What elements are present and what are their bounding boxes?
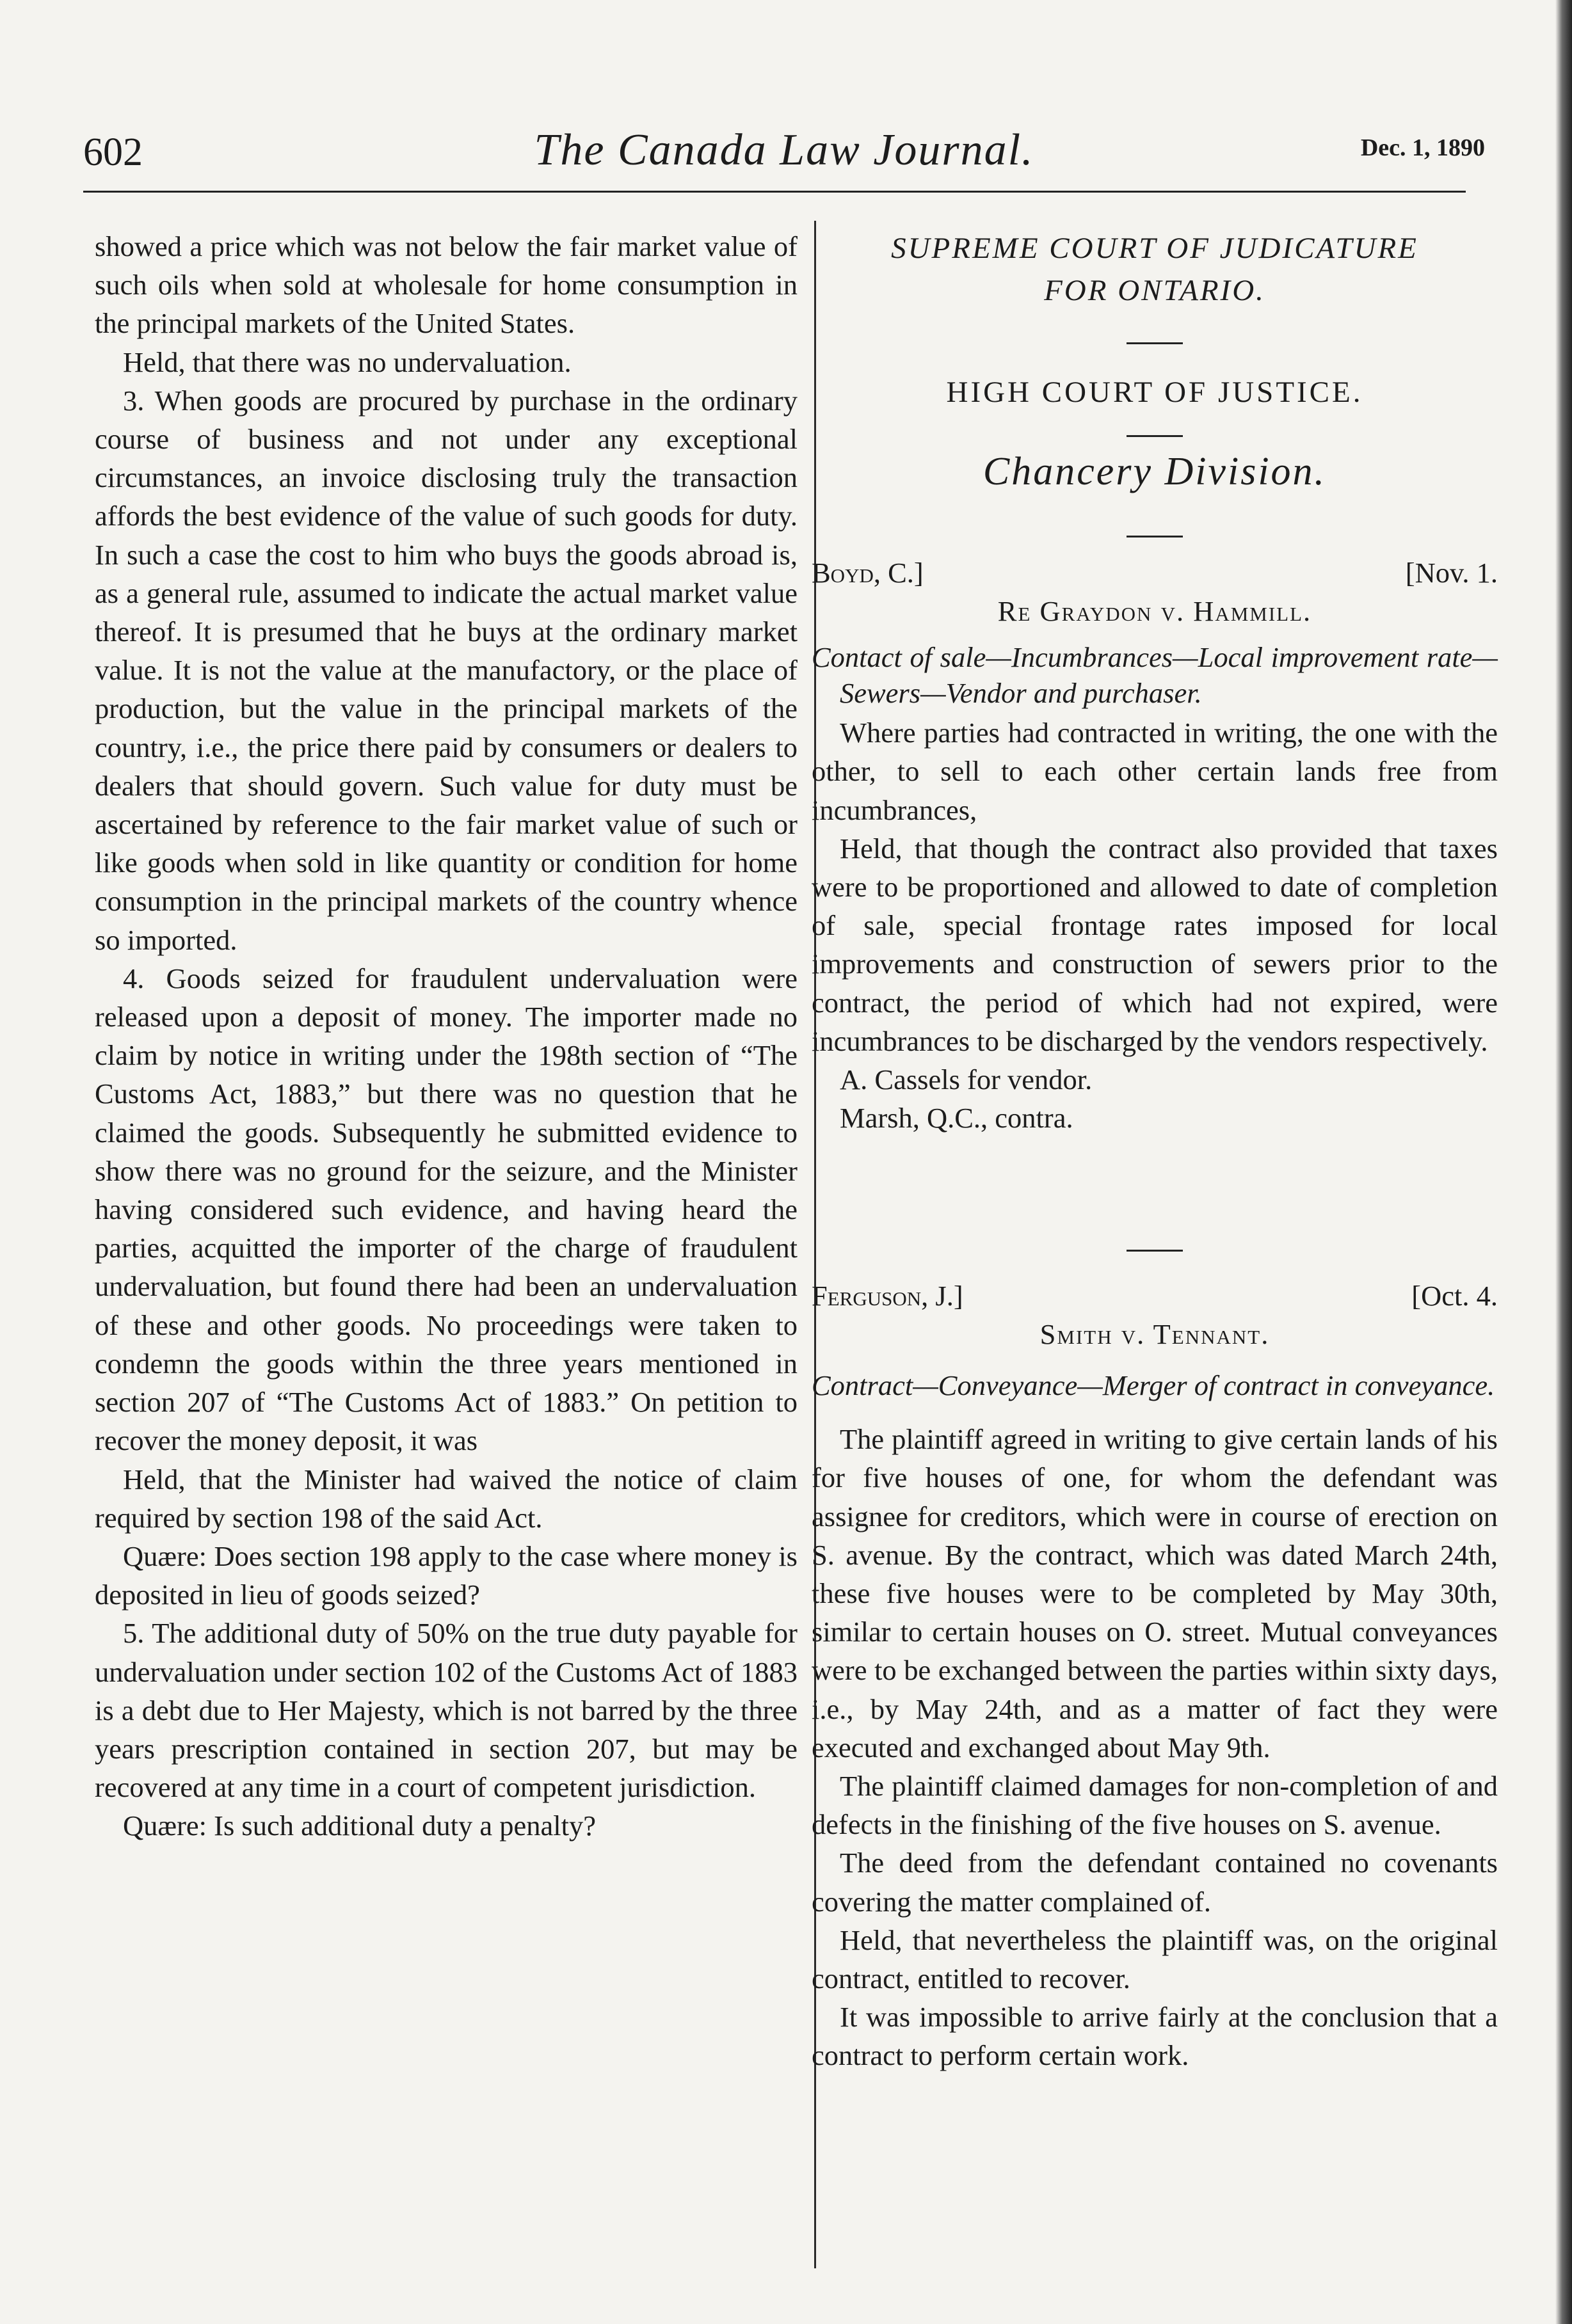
paragraph-4: 4. Goods seized for fraudulent undervaluation were released upon a deposit of money. The importer made no claim by notice in writing under the 198th section of “The Customs Act, 1883,” but there was no question that he claimed the goods. Subsequently he submitted evidence to show there was no ground for the seizure, and the Minister having considered such evidence, and having heard the parties, acquitted the importer of the charge of fraudulent undervaluation, but found there had been an undervaluation of these and other goods. No proceedings were taken to condemn the goods within the three years mentioned in section 207 of “The Customs Act of 1883.” On petition to recover the money deposit, it was (95, 962, 798, 1457)
court-title (812, 227, 1498, 312)
paragraph-5: 5. The additional duty of 50% on the true duty payable for undervaluation under section 102 of the Customs Act of 1883 is a debt due to Her Majesty, which is not barred by the three years prescription contained in section 207, but may be recovered at any time in a court of competent jurisdiction. (95, 1617, 798, 1804)
quaere-paragraph: Quære: Does section 198 apply to the case where money is deposited in lieu of goods seized? (95, 1540, 798, 1611)
case-headnote: Contract—Conveyance—Merger of contract in conveyance. (812, 1369, 1495, 1402)
left-column (95, 227, 798, 1845)
page-edge-shadow (1555, 0, 1572, 2324)
header-rule (83, 191, 1466, 193)
court-name: HIGH COURT OF JUSTICE. (946, 376, 1363, 409)
journal-title: The Canada Law Journal. (534, 125, 1034, 175)
case-date: [Nov. 1. (1405, 557, 1498, 589)
held-paragraph: Held, that the Minister had waived the notice of claim required by section 198 of the said Act. (95, 1463, 798, 1534)
division-title: Chancery Division. (982, 450, 1327, 493)
case-header (812, 553, 1498, 592)
issue-date: Dec. 1, 1890 (1360, 134, 1485, 161)
paragraph: showed a price which was not below the fair market value of such oils when sold at wholesale for home consumption in the principal markets of the United States. (95, 230, 798, 340)
judge-name: Ferguson, J.] (812, 1280, 963, 1312)
case-date: [Oct. 4. (1411, 1280, 1498, 1312)
held-paragraph: Held, that nevertheless the plaintiff was, on the original contract, entitled to recover. (812, 1923, 1498, 1995)
quaere-paragraph: Quære: Is such additional duty a penalty? (123, 1810, 597, 1842)
divider-dash (812, 435, 1498, 437)
held-paragraph: Held, that though the contract also provided that taxes were to be proportioned and allowed to date of completion of sale, special frontage rates imposed for local improvements and construction of sewers prior to the contract, the period of which had not expired, were incumbrances to be discharged by the vendors respectively. (812, 832, 1498, 1057)
case-paragraph: It was impossible to arrive fairly at the conclusion that a contract to perform certain work. (812, 2001, 1498, 2072)
case-header (812, 1277, 1498, 1315)
case-2 (812, 1277, 1498, 2075)
judge-name: Boyd, C.] (812, 557, 924, 589)
divider-dash (812, 1250, 1498, 1252)
held-paragraph: Held, that there was no undervaluation. (123, 346, 572, 378)
page-header (83, 118, 1485, 189)
case-paragraph: Where parties had contracted in writing, the one with the other, to sell to each other certain lands free from incumbrances, (812, 717, 1498, 826)
counsel-line: Marsh, Q.C., contra. (840, 1102, 1073, 1134)
court-title-line: FOR ONTARIO. (1044, 274, 1265, 307)
case-name: Re Graydon v. Hammill. (997, 595, 1312, 627)
case-headnote: Contact of sale—Incumbrances—Local improvement rate—Sewers—Vendor and purchaser. (812, 641, 1498, 710)
court-title-line: SUPREME COURT OF JUDICATURE (891, 232, 1418, 265)
page-number: 602 (83, 131, 143, 174)
case-paragraph: The deed from the defendant contained no covenants covering the matter complained of. (812, 1847, 1498, 1918)
case-1 (812, 553, 1498, 1137)
divider-dash (812, 342, 1498, 344)
case-paragraph: The plaintiff agreed in writing to give certain lands of his for five houses of one, for whom the defendant was assignee for creditors, which were in course of erection on S. avenue. By the contract, which was dated March 24th, these five houses were to be completed by May 30th, similar to certain houses on O. street. Mutual conveyances were to be exchanged between the parties within sixty days, i.e., by May 24th, and as a matter of fact they were executed and exchanged about May 9th. (812, 1423, 1498, 1763)
paragraph-3: 3. When goods are procured by purchase in the ordinary course of business and not under any exceptional circumstances, an invoice disclosing truly the transaction affords the best evidence of the value of such goods for duty. In such a case the cost to him who buys the goods abroad is, as a general rule, assumed to indicate the actual market value thereof. It is presumed that he buys at the ordinary market value. It is not the value at the manufactory, or the place of production, but the value in the principal markets of the country, i.e., the price there paid by consumers or dealers to dealers that should govern. Such value for duty must be ascertained by reference to the fair market value of such or like goods when sold in like quantity or condition for home consumption in the principal markets of the country whence so imported. (95, 384, 798, 956)
case-name: Smith v. Tennant. (1039, 1318, 1270, 1350)
divider-dash (812, 536, 1498, 537)
counsel-line: A. Cassels for vendor. (840, 1063, 1093, 1096)
case-paragraph: The plaintiff claimed damages for non-completion of and defects in the finishing of the five houses on S. avenue. (812, 1770, 1498, 1841)
